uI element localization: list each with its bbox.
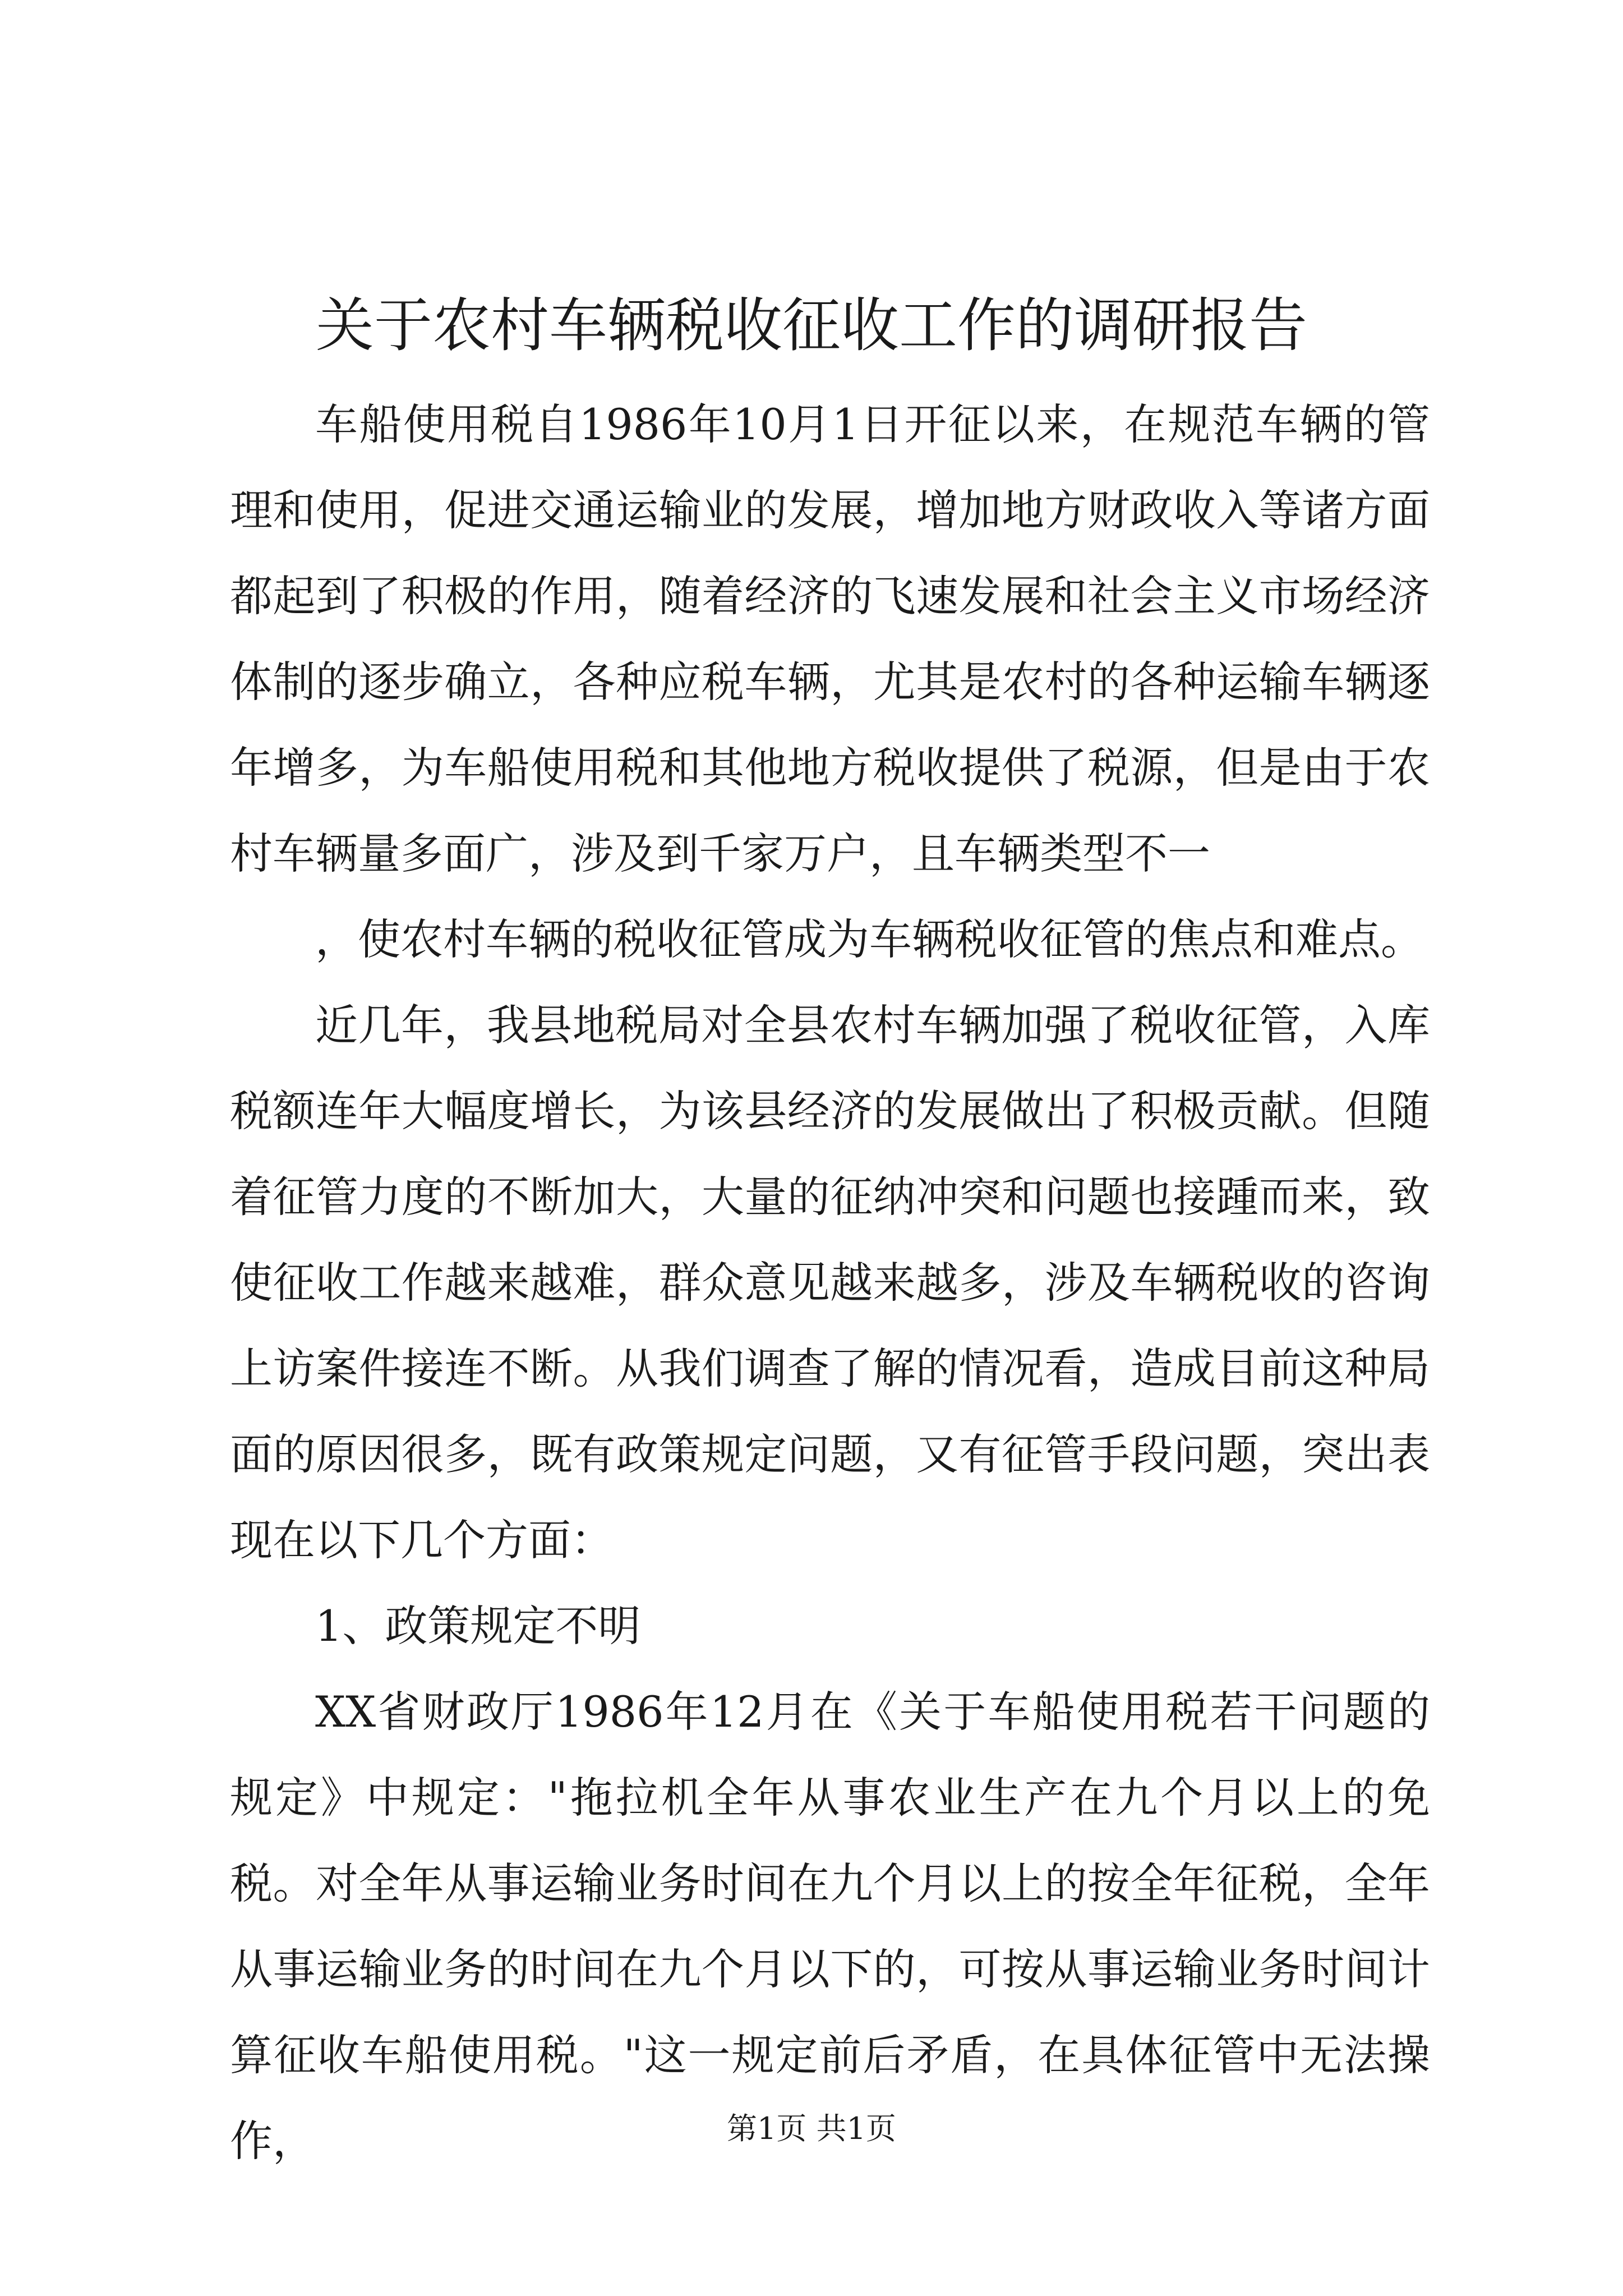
section-heading-1: 1、政策规定不明 [315,1601,641,1651]
paragraph-2: ，使农村车辆的税收征管成为车辆税收征管的焦点和难点。 [315,914,1423,964]
paragraph-1: 车船使用税自1986年10月1日开征以来，在规范车辆的管理和使用，促进交通运输业的发展，增加地方财政收入等诸方面都起到了积极的作用，随着经济的飞速发展和社会主义市场经济体制的逐步确立，各种应税车辆，尤其是农村的各种运输车辆逐年增多，为车船使用税和其他地方税收提供了税源，但是由于农村车辆量多面广，涉及到千家万户，且车辆类型不一 [230,399,1430,878]
page-footer: 第1页 共1页 [727,2111,896,2146]
paragraph-4: XX省财政厅1986年12月在《关于车船使用税若干问题的规定》中规定："拖拉机全年从事农业生产在九个月以上的免税。对全年从事运输业务时间在九个月以上的按全年征税，全年从事运输业务的时间在九个月以下的，可按从事运输业务时间计算征收车船使用税。"这一规定前后矛盾，在具体征管中无法操作， [230,1687,1430,2166]
document-body [230,381,1430,2184]
paragraph-3: 近几年，我县地税局对全县农村车辆加强了税收征管，入库税额连年大幅度增长，为该县经济的发展做出了积极贡献。但随着征管力度的不断加大，大量的征纳冲突和问题也接踵而来，致使征收工作越来越难，群众意见越来越多，涉及车辆税收的咨询上访案件接连不断。从我们调查了解的情况看，造成目前这种局面的原因很多，既有政策规定问题，又有征管手段问题，突出表现在以下几个方面： [230,1000,1430,1565]
document-title: 关于农村车辆税收征收工作的调研报告 [315,291,1307,360]
